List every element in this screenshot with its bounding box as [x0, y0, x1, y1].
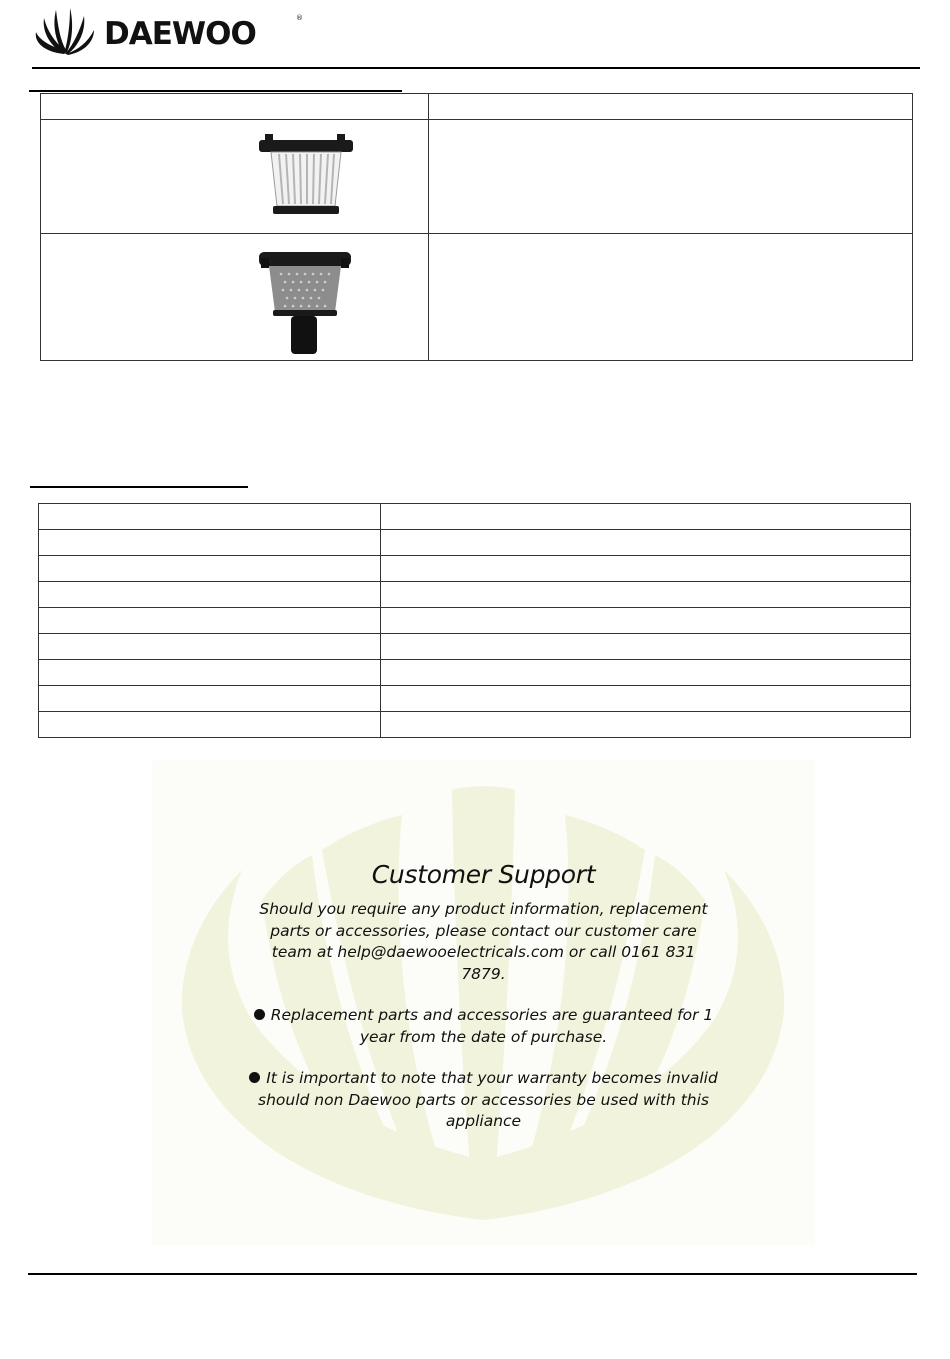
spec-label-cell [39, 556, 381, 582]
specifications-table [38, 503, 911, 738]
spec-label-cell [39, 582, 381, 608]
stainless-mesh-cyclone-filter-icon [257, 248, 353, 358]
table-row [39, 634, 911, 660]
spec-value-cell [381, 530, 911, 556]
support-bullet-text: It is important to note that your warranty becomes invalid should non Daewoo parts or accessories be used with this appliance [258, 1069, 718, 1130]
table-row [39, 660, 911, 686]
footer-divider [28, 1273, 917, 1275]
support-bullet-text: Replacement parts and accessories are guaranteed for 1 year from the date of purchase. [270, 1006, 714, 1046]
hepa-cone-filter-icon [253, 134, 359, 220]
spec-label-cell [39, 660, 381, 686]
spec-value-cell [381, 582, 911, 608]
spec-value-cell [381, 686, 911, 712]
table-row [39, 712, 911, 738]
table-row [39, 504, 911, 530]
spec-value-cell [381, 634, 911, 660]
filter-description-cell [429, 120, 913, 234]
spec-value-cell [381, 660, 911, 686]
svg-text:®: ® [296, 14, 303, 22]
brand-wordmark: DAEWOO [104, 16, 256, 52]
support-title: Customer Support [371, 860, 596, 889]
table-row [39, 582, 911, 608]
support-body: Should you require any product information, replacement parts or accessories, please contact our customer care team at help@daewooelectricals.com or call 0161 831 7879. [259, 900, 708, 983]
filter-image-cell [41, 234, 429, 361]
filter-description-cell [429, 234, 913, 361]
section-heading-underline [29, 90, 402, 92]
spec-label-cell [39, 634, 381, 660]
spec-label-cell [39, 712, 381, 738]
section-heading-underline [30, 486, 248, 488]
table-header-cell [429, 94, 913, 120]
spec-label-cell [39, 530, 381, 556]
spec-label-cell [39, 608, 381, 634]
customer-support-panel [152, 760, 815, 1245]
table-row [39, 530, 911, 556]
spec-value-cell [381, 608, 911, 634]
filter-parts-table [40, 93, 913, 361]
support-bullet [249, 1005, 719, 1048]
support-bullet [249, 1068, 719, 1133]
bullet-icon [254, 1009, 265, 1020]
filter-image-cell [41, 120, 429, 234]
table-row [39, 556, 911, 582]
spec-value-cell [381, 712, 911, 738]
table-row [41, 234, 913, 361]
spec-value-cell [381, 504, 911, 530]
table-header-cell [41, 94, 429, 120]
support-text-block [152, 860, 815, 1133]
spec-label-cell [39, 504, 381, 530]
spec-value-cell [381, 556, 911, 582]
table-row [39, 608, 911, 634]
table-row [39, 686, 911, 712]
table-header-row [41, 94, 913, 120]
header-divider [32, 67, 920, 69]
daewoo-fan-logo-icon [34, 6, 304, 56]
bullet-icon [249, 1072, 260, 1083]
daewoo-logo [34, 6, 304, 56]
table-row [41, 120, 913, 234]
spec-label-cell [39, 686, 381, 712]
